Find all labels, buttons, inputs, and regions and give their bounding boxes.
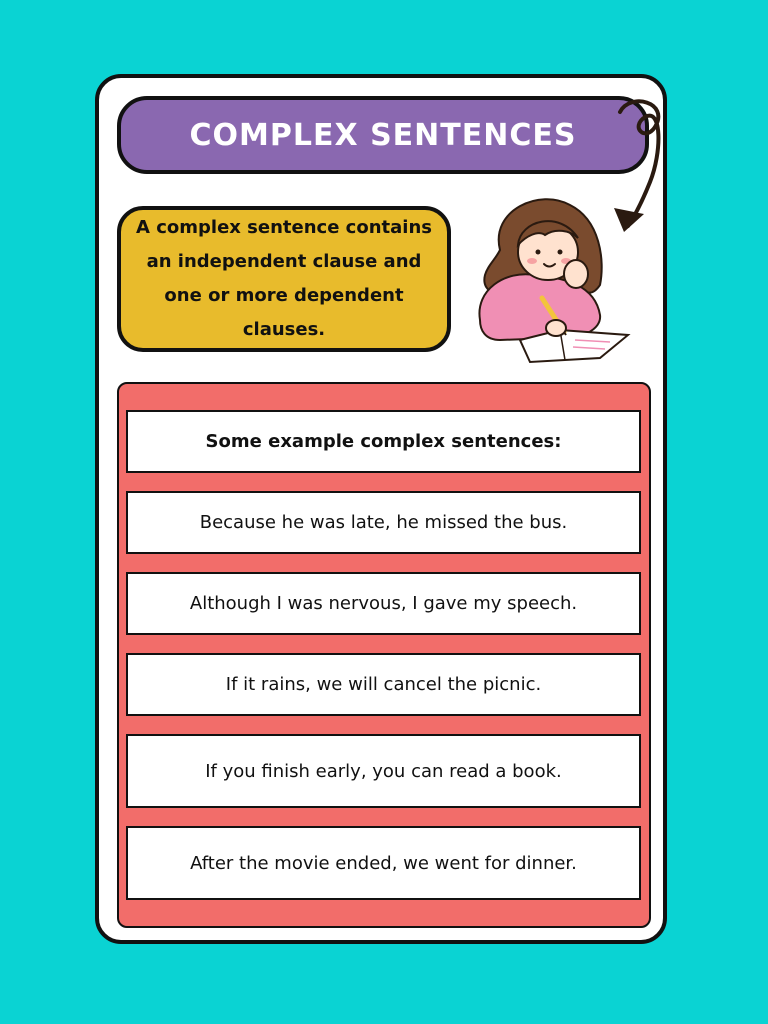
girl-writing-in-notebook-icon bbox=[460, 190, 635, 370]
example-sentence: Because he was late, he missed the bus. bbox=[126, 491, 641, 554]
example-sentence: If it rains, we will cancel the picnic. bbox=[126, 653, 641, 716]
page-title: COMPLEX SENTENCES bbox=[189, 117, 577, 153]
example-sentence: After the movie ended, we went for dinner. bbox=[126, 826, 641, 900]
example-sentence: Although I was nervous, I gave my speech. bbox=[126, 572, 641, 635]
title-banner bbox=[117, 96, 649, 174]
examples-heading: Some example complex sentences: bbox=[126, 410, 641, 473]
example-sentence: If you finish early, you can read a book. bbox=[126, 734, 641, 808]
definition-box bbox=[117, 206, 451, 352]
definition-text: A complex sentence contains an independent clause and one or more dependent clauses. bbox=[136, 217, 432, 340]
